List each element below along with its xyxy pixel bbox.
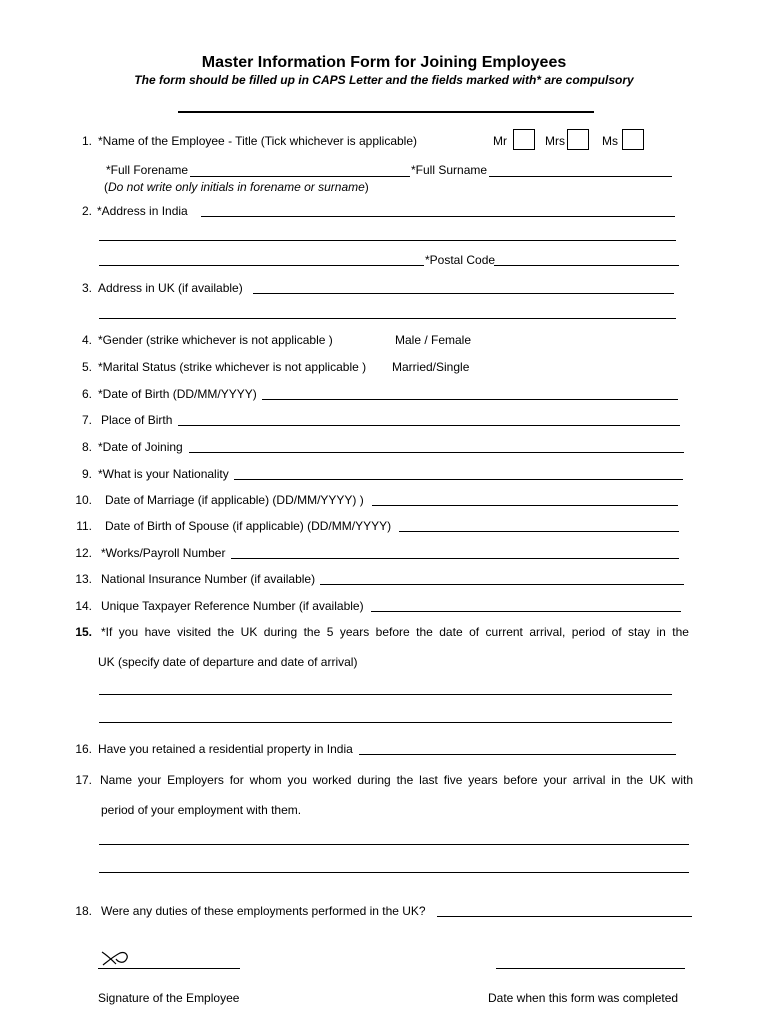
q2-number: 2. bbox=[81, 204, 92, 218]
q3-label: Address in UK (if available) bbox=[98, 281, 243, 295]
signature-scribble bbox=[100, 950, 130, 968]
form-title: Master Information Form for Joining Employees bbox=[201, 54, 567, 71]
address-india-line-2[interactable] bbox=[99, 240, 676, 241]
q3-number: 3. bbox=[81, 281, 92, 295]
postal-code-field[interactable] bbox=[494, 265, 679, 266]
forename-field[interactable] bbox=[190, 176, 410, 177]
q16-number: 16. bbox=[75, 742, 92, 756]
forename-label: *Full Forename bbox=[106, 163, 189, 177]
place-of-birth-field[interactable] bbox=[178, 425, 680, 426]
title-ms-checkbox[interactable] bbox=[622, 129, 644, 150]
employers-line-2[interactable] bbox=[99, 872, 689, 873]
title-mr-checkbox[interactable] bbox=[513, 129, 535, 150]
spouse-date-of-birth-field[interactable] bbox=[399, 531, 679, 532]
surname-label: *Full Surname bbox=[411, 163, 488, 177]
name-note bbox=[104, 180, 369, 194]
nationality-field[interactable] bbox=[234, 479, 683, 480]
residential-property-field[interactable] bbox=[359, 754, 676, 755]
q1-label: *Name of the Employee - Title (Tick whichever is applicable) bbox=[98, 134, 418, 148]
gender-options[interactable]: Male / Female bbox=[395, 333, 472, 347]
q13-label: National Insurance Number (if available) bbox=[101, 572, 316, 586]
payroll-number-field[interactable] bbox=[231, 558, 679, 559]
q6-number: 6. bbox=[81, 387, 92, 401]
address-india-line-1[interactable] bbox=[201, 216, 675, 217]
q1-number: 1. bbox=[81, 134, 92, 148]
address-uk-line-2[interactable] bbox=[99, 318, 676, 319]
date-of-marriage-field[interactable] bbox=[372, 505, 678, 506]
q8-label: *Date of Joining bbox=[98, 440, 183, 454]
q9-number: 9. bbox=[81, 467, 92, 481]
name-note-open: ( bbox=[104, 180, 108, 194]
q18-number: 18. bbox=[75, 904, 92, 918]
signature-label: Signature of the Employee bbox=[98, 991, 240, 1005]
marital-status-options[interactable]: Married/Single bbox=[392, 360, 470, 374]
q17-line-2: period of your employment with them. bbox=[101, 803, 302, 817]
q15-number: 15. bbox=[75, 625, 92, 639]
q2-label: *Address in India bbox=[97, 204, 188, 218]
title-mr-label: Mr bbox=[493, 134, 507, 148]
taxpayer-reference-field[interactable] bbox=[371, 611, 681, 612]
q5-label: *Marital Status (strike whichever is not applicable ) bbox=[98, 360, 367, 374]
q14-number: 14. bbox=[75, 599, 92, 613]
postal-code-label: *Postal Code bbox=[425, 253, 496, 267]
q8-number: 8. bbox=[81, 440, 92, 454]
title-mrs-checkbox[interactable] bbox=[567, 129, 589, 150]
national-insurance-field[interactable] bbox=[320, 584, 684, 585]
duties-in-uk-field[interactable] bbox=[437, 916, 692, 917]
q12-label: *Works/Payroll Number bbox=[101, 546, 226, 560]
q5-number: 5. bbox=[81, 360, 92, 374]
form-subtitle: The form should be filled up in CAPS Letter and the fields marked with* are compulsory bbox=[134, 73, 634, 87]
q11-label: Date of Birth of Spouse (if applicable) (DD/MM/YYYY) bbox=[105, 519, 392, 533]
q7-label: Place of Birth bbox=[101, 413, 173, 427]
q17-line-1: Name your Employers for whom you worked during the last five years before your arrival in the UK with bbox=[100, 773, 693, 787]
employers-line-1[interactable] bbox=[99, 844, 689, 845]
q15-line-2: UK (specify date of departure and date of arrival) bbox=[98, 655, 358, 669]
q7-number: 7. bbox=[81, 413, 92, 427]
address-india-line-3[interactable] bbox=[99, 265, 424, 266]
uk-visit-line-2[interactable] bbox=[99, 722, 672, 723]
q18-label: Were any duties of these employments performed in the UK? bbox=[101, 904, 426, 918]
q17-number: 17. bbox=[75, 773, 92, 787]
address-uk-line-1[interactable] bbox=[253, 293, 674, 294]
q6-label: *Date of Birth (DD/MM/YYYY) bbox=[98, 387, 257, 401]
q4-label: *Gender (strike whichever is not applicable ) bbox=[98, 333, 333, 347]
q14-label: Unique Taxpayer Reference Number (if available) bbox=[101, 599, 364, 613]
q15-line-1: *If you have visited the UK during the 5 years before the date of current arrival, period of stay in the bbox=[101, 625, 689, 639]
date-of-joining-field[interactable] bbox=[189, 452, 684, 453]
surname-field[interactable] bbox=[489, 176, 672, 177]
q9-label: *What is your Nationality bbox=[98, 467, 229, 481]
date-completed-label: Date when this form was completed bbox=[488, 991, 679, 1005]
name-note-text: Do not write only initials in forename or surname bbox=[108, 180, 365, 194]
q10-label: Date of Marriage (if applicable) (DD/MM/YYYY) ) bbox=[105, 493, 364, 507]
q12-number: 12. bbox=[75, 546, 92, 560]
uk-visit-line-1[interactable] bbox=[99, 694, 672, 695]
date-completed-line[interactable] bbox=[496, 968, 685, 969]
date-of-birth-field[interactable] bbox=[262, 399, 678, 400]
q4-number: 4. bbox=[81, 333, 92, 347]
title-mrs-label: Mrs bbox=[545, 134, 565, 148]
q13-number: 13. bbox=[75, 572, 92, 586]
title-ms-label: Ms bbox=[602, 134, 618, 148]
name-note-close: ) bbox=[364, 180, 369, 194]
signature-line[interactable] bbox=[98, 968, 240, 969]
q10-number: 10. bbox=[75, 493, 92, 507]
q16-label: Have you retained a residential property in India bbox=[98, 742, 353, 756]
q11-number: 11. bbox=[76, 519, 92, 533]
header-divider bbox=[178, 111, 594, 113]
